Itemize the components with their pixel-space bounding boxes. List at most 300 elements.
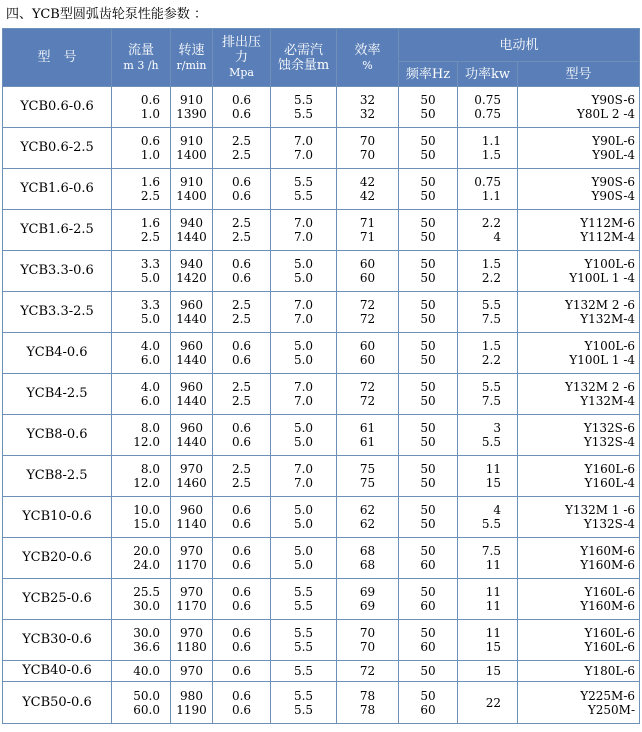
motor-model-cell-value: Y132M-4: [580, 312, 636, 326]
pressure-cell-value: 0.6: [231, 503, 252, 517]
speed-cell: [171, 538, 213, 579]
power-cell-value: 11: [485, 626, 501, 640]
efficiency-cell-value: 72: [359, 312, 376, 326]
flow-cell-value: 4.0: [140, 380, 160, 394]
frequency-cell: [399, 374, 458, 415]
speed-cell-value: 1180: [176, 640, 207, 654]
npsh-cell-value: 5.0: [293, 503, 314, 517]
pressure-cell-value: 0.6: [231, 175, 252, 189]
npsh-cell-value: 7.0: [293, 462, 314, 476]
model-cell: YCB0.6-2.5: [3, 128, 112, 169]
pressure-cell: [213, 169, 271, 210]
motor-model-cell: [518, 87, 640, 128]
frequency-cell-value: 50: [420, 148, 436, 162]
efficiency-cell-value: 60: [359, 271, 376, 285]
pressure-cell: [213, 620, 271, 661]
efficiency-cell-value: 72: [359, 380, 376, 394]
npsh-cell-value: 5.5: [293, 664, 314, 678]
motor-model-cell-value: Y80L 2 -4: [576, 107, 636, 121]
motor-model-cell: [518, 251, 640, 292]
flow-cell-value: 2.5: [140, 189, 160, 203]
frequency-cell: [399, 87, 458, 128]
pressure-cell: [213, 128, 271, 169]
pressure-cell-value: 0.6: [231, 189, 252, 203]
speed-cell-value: 960: [180, 421, 203, 435]
power-cell-value: 7.5: [481, 312, 501, 326]
flow-cell-value: 5.0: [140, 271, 160, 285]
model-cell: YCB3.3-2.5: [3, 292, 112, 333]
frequency-cell-value: 50: [420, 517, 436, 531]
model-cell: YCB8-2.5: [3, 456, 112, 497]
power-cell: [458, 333, 518, 374]
motor-model-cell-value: Y160M-6: [580, 558, 636, 572]
header-efficiency-label: 效率: [354, 42, 381, 58]
frequency-cell-value: 50: [420, 175, 436, 189]
frequency-cell-value: 50: [420, 312, 436, 326]
efficiency-cell: [337, 415, 399, 456]
efficiency-cell: [337, 128, 399, 169]
model-cell: YCB3.3-0.6: [3, 251, 112, 292]
flow-cell-value: 3.3: [140, 298, 160, 312]
header-speed: [171, 29, 213, 87]
frequency-cell-value: 50: [420, 503, 436, 517]
speed-cell-value: 1440: [176, 353, 207, 367]
flow-cell-value: 4.0: [140, 339, 160, 353]
power-cell-value: 2.2: [481, 271, 501, 285]
speed-cell-value: 960: [180, 339, 203, 353]
frequency-cell-value: 50: [420, 476, 436, 490]
npsh-cell: [271, 456, 337, 497]
efficiency-cell: [337, 374, 399, 415]
speed-cell-value: 1140: [176, 517, 207, 531]
flow-cell: [112, 538, 171, 579]
speed-cell-value: 970: [180, 585, 203, 599]
motor-model-cell: [518, 661, 640, 682]
speed-cell-value: 910: [180, 93, 203, 107]
frequency-cell: [399, 251, 458, 292]
efficiency-cell: [337, 682, 399, 724]
header-pressure-label-a: 排出压: [221, 35, 261, 50]
power-cell: [458, 661, 518, 682]
power-cell-value: 0.75: [474, 175, 501, 189]
power-cell-value: 5.5: [481, 380, 501, 394]
flow-cell: [112, 210, 171, 251]
frequency-cell-value: 50: [420, 435, 436, 449]
power-cell: [458, 292, 518, 333]
motor-model-cell-value: Y132S-4: [583, 517, 636, 531]
npsh-cell-value: 7.0: [293, 216, 314, 230]
efficiency-cell: [337, 620, 399, 661]
power-cell-value: 11: [485, 462, 501, 476]
frequency-cell: [399, 579, 458, 620]
pressure-cell-value: 0.6: [231, 435, 252, 449]
header-speed-unit: r/min: [176, 58, 207, 72]
motor-model-cell-value: Y100L-6: [584, 257, 636, 271]
npsh-cell-value: 5.5: [293, 599, 314, 613]
frequency-cell-value: 50: [420, 688, 436, 703]
power-cell-value: 11: [485, 585, 501, 599]
npsh-cell: [271, 251, 337, 292]
speed-cell-value: 1400: [176, 148, 207, 162]
efficiency-cell: [337, 497, 399, 538]
speed-cell-value: 910: [180, 175, 203, 189]
flow-cell-value: 6.0: [140, 353, 160, 367]
speed-cell-value: 1170: [176, 599, 207, 613]
npsh-cell: [271, 579, 337, 620]
power-cell: [458, 620, 518, 661]
model-cell: YCB40-0.6: [3, 661, 112, 682]
pressure-cell-value: 0.6: [231, 626, 252, 640]
pressure-cell-value: 0.6: [231, 585, 252, 599]
motor-model-cell-value: Y132S-4: [583, 435, 636, 449]
frequency-cell: [399, 415, 458, 456]
efficiency-cell-value: 72: [359, 394, 376, 408]
efficiency-cell: [337, 456, 399, 497]
pressure-cell-value: 0.6: [231, 558, 252, 572]
frequency-cell-value: 50: [420, 271, 436, 285]
frequency-cell: [399, 661, 458, 682]
flow-cell: [112, 169, 171, 210]
motor-model-cell: [518, 292, 640, 333]
power-cell: [458, 169, 518, 210]
table-row: [3, 87, 640, 128]
motor-model-cell-value: Y112M-6: [580, 216, 636, 230]
npsh-cell-value: 5.0: [293, 517, 314, 531]
pressure-cell: [213, 456, 271, 497]
speed-cell: [171, 333, 213, 374]
npsh-cell-value: 7.0: [293, 148, 314, 162]
npsh-cell: [271, 620, 337, 661]
npsh-cell-value: 5.5: [293, 189, 314, 203]
efficiency-cell: [337, 333, 399, 374]
npsh-cell: [271, 87, 337, 128]
motor-model-cell-value: Y160L-4: [584, 476, 636, 490]
npsh-cell-value: 7.0: [293, 394, 314, 408]
npsh-cell: [271, 538, 337, 579]
speed-cell-value: 970: [180, 626, 203, 640]
efficiency-cell-value: 68: [359, 558, 376, 572]
header-motor: 电动机: [399, 29, 640, 62]
pressure-cell-value: 2.5: [231, 134, 252, 148]
power-cell: [458, 579, 518, 620]
npsh-cell: [271, 415, 337, 456]
table-row: [3, 682, 640, 724]
pressure-cell-value: 2.5: [231, 380, 252, 394]
frequency-cell: [399, 210, 458, 251]
pressure-cell-value: 2.5: [231, 148, 252, 162]
npsh-cell: [271, 333, 337, 374]
speed-cell-value: 960: [180, 380, 203, 394]
speed-cell-value: 1440: [176, 394, 207, 408]
flow-cell-value: 12.0: [133, 476, 160, 490]
npsh-cell: [271, 661, 337, 682]
npsh-cell-value: 5.5: [293, 688, 314, 703]
pressure-cell-value: 2.5: [231, 394, 252, 408]
flow-cell-value: 3.3: [140, 257, 160, 271]
frequency-cell-value: 50: [420, 585, 436, 599]
power-cell-value: 11: [485, 558, 501, 572]
flow-cell-value: 6.0: [140, 394, 160, 408]
npsh-cell-value: 5.0: [293, 558, 314, 572]
motor-model-cell-value: Y180L-6: [584, 664, 636, 678]
power-cell-value: 5.5: [481, 517, 501, 531]
motor-model-cell: [518, 333, 640, 374]
model-cell: YCB1.6-2.5: [3, 210, 112, 251]
frequency-cell-value: 50: [420, 462, 436, 476]
npsh-cell: [271, 210, 337, 251]
frequency-cell-value: 60: [420, 640, 436, 654]
power-cell-value: 4: [493, 503, 501, 517]
motor-model-cell-value: Y160M-6: [580, 599, 636, 613]
motor-model-cell-value: Y160L-6: [584, 585, 636, 599]
motor-model-cell-value: Y160L-6: [584, 462, 636, 476]
header-motor-model: 型号: [518, 62, 640, 87]
power-cell-value: 1.1: [481, 134, 501, 148]
npsh-cell-value: 5.5: [293, 585, 314, 599]
table-row: [3, 169, 640, 210]
speed-cell-value: 910: [180, 134, 203, 148]
frequency-cell-value: 50: [420, 189, 436, 203]
motor-model-cell-value: Y90S-6: [591, 93, 636, 107]
power-cell-value: 7.5: [481, 394, 501, 408]
power-cell-value: 2.2: [481, 216, 501, 230]
flow-cell-value: 1.6: [140, 216, 160, 230]
power-cell-value: 5.5: [481, 298, 501, 312]
efficiency-cell-value: 72: [359, 664, 376, 678]
flow-cell-value: 2.5: [140, 230, 160, 244]
flow-cell: [112, 333, 171, 374]
pressure-cell-value: 0.6: [231, 257, 252, 271]
npsh-cell-value: 5.5: [293, 640, 314, 654]
flow-cell: [112, 579, 171, 620]
efficiency-cell-value: 42: [359, 175, 376, 189]
speed-cell: [171, 497, 213, 538]
frequency-cell: [399, 292, 458, 333]
pressure-cell-value: 2.5: [231, 312, 252, 326]
motor-model-cell: [518, 374, 640, 415]
npsh-cell-value: 7.0: [293, 230, 314, 244]
flow-cell-value: 25.5: [133, 585, 160, 599]
motor-model-cell-value: Y132M-4: [580, 394, 636, 408]
pressure-cell-value: 2.5: [231, 298, 252, 312]
speed-cell: [171, 682, 213, 724]
power-cell: [458, 374, 518, 415]
efficiency-cell: [337, 210, 399, 251]
model-cell: YCB1.6-0.6: [3, 169, 112, 210]
motor-model-cell: [518, 128, 640, 169]
table-row: [3, 456, 640, 497]
pressure-cell-value: 2.5: [231, 476, 252, 490]
header-npsh-label-a: 必需汽: [283, 42, 323, 58]
npsh-cell-value: 7.0: [293, 312, 314, 326]
efficiency-cell-value: 71: [359, 230, 376, 244]
efficiency-cell-value: 70: [359, 134, 376, 148]
efficiency-cell-value: 69: [359, 585, 376, 599]
pressure-cell: [213, 579, 271, 620]
speed-cell-value: 1190: [176, 702, 207, 717]
power-cell-value: 15: [485, 664, 501, 678]
speed-cell-value: 940: [180, 257, 203, 271]
motor-model-cell: [518, 169, 640, 210]
motor-model-cell-value: Y132M 2 -6: [564, 298, 636, 312]
flow-cell-value: 0.6: [140, 134, 160, 148]
npsh-cell-value: 5.0: [293, 435, 314, 449]
frequency-cell-value: 50: [420, 421, 436, 435]
npsh-cell-value: 5.0: [293, 257, 314, 271]
flow-cell-value: 36.6: [133, 640, 160, 654]
motor-model-cell: [518, 620, 640, 661]
efficiency-cell-value: 70: [359, 626, 376, 640]
pressure-cell-value: 2.5: [231, 216, 252, 230]
motor-model-cell: [518, 682, 640, 724]
pressure-cell-value: 0.6: [231, 640, 252, 654]
speed-cell: [171, 292, 213, 333]
efficiency-cell-value: 72: [359, 298, 376, 312]
pressure-cell: [213, 415, 271, 456]
flow-cell-value: 12.0: [133, 435, 160, 449]
speed-cell: [171, 128, 213, 169]
power-cell: [458, 128, 518, 169]
efficiency-cell-value: 61: [359, 435, 376, 449]
frequency-cell-value: 50: [420, 544, 436, 558]
npsh-cell-value: 5.5: [293, 175, 314, 189]
motor-model-cell-value: Y250M-: [587, 702, 636, 717]
motor-model-cell: [518, 456, 640, 497]
efficiency-cell: [337, 661, 399, 682]
frequency-cell-value: 50: [420, 380, 436, 394]
power-cell: [458, 210, 518, 251]
power-cell-value: 15: [485, 476, 501, 490]
frequency-cell-value: 50: [420, 216, 436, 230]
motor-model-cell: [518, 579, 640, 620]
speed-cell-value: 1170: [176, 558, 207, 572]
frequency-cell: [399, 128, 458, 169]
frequency-cell-value: 50: [420, 257, 436, 271]
npsh-cell: [271, 292, 337, 333]
npsh-cell-value: 7.0: [293, 298, 314, 312]
table-row: [3, 661, 640, 682]
motor-model-cell-value: Y90L-4: [592, 148, 636, 162]
power-cell-value: 11: [485, 599, 501, 613]
motor-model-cell-value: Y225M-6: [580, 688, 636, 703]
header-flow-label: 流量: [127, 42, 154, 58]
model-cell: YCB4-0.6: [3, 333, 112, 374]
frequency-cell: [399, 169, 458, 210]
motor-model-cell-value: Y132M 1 -6: [564, 503, 636, 517]
header-flow: [112, 29, 171, 87]
motor-model-cell-value: Y90S-6: [591, 175, 636, 189]
power-cell: [458, 87, 518, 128]
model-cell: YCB25-0.6: [3, 579, 112, 620]
flow-cell: [112, 682, 171, 724]
speed-cell-value: 1440: [176, 230, 207, 244]
npsh-cell-value: 5.5: [293, 107, 314, 121]
npsh-cell-value: 7.0: [293, 134, 314, 148]
pressure-cell-value: 0.6: [231, 339, 252, 353]
frequency-cell-value: 60: [420, 599, 436, 613]
pressure-cell-value: 0.6: [231, 353, 252, 367]
efficiency-cell-value: 68: [359, 544, 376, 558]
flow-cell-value: 30.0: [133, 626, 160, 640]
power-cell-value: 3: [493, 421, 501, 435]
header-frequency: 频率Hz: [399, 62, 458, 87]
table-row: [3, 251, 640, 292]
frequency-cell: [399, 497, 458, 538]
efficiency-cell-value: 71: [359, 216, 376, 230]
flow-cell: [112, 128, 171, 169]
efficiency-cell-value: 60: [359, 257, 376, 271]
flow-cell-value: 1.6: [140, 175, 160, 189]
efficiency-cell-value: 78: [359, 702, 376, 717]
motor-model-cell-value: Y160L-6: [584, 626, 636, 640]
pressure-cell-value: 0.6: [231, 517, 252, 531]
frequency-cell-value: 50: [420, 298, 436, 312]
motor-model-cell-value: Y90L-6: [592, 134, 636, 148]
pressure-cell: [213, 661, 271, 682]
speed-cell-value: 960: [180, 298, 203, 312]
flow-cell-value: 8.0: [140, 462, 160, 476]
efficiency-cell-value: 75: [359, 462, 376, 476]
speed-cell-value: 980: [180, 688, 203, 703]
pressure-cell-value: 0.6: [231, 544, 252, 558]
power-cell-value: 4: [493, 230, 501, 244]
speed-cell-value: 1440: [176, 435, 207, 449]
motor-model-cell: [518, 497, 640, 538]
npsh-cell-value: 7.0: [293, 380, 314, 394]
power-cell-value: 22: [485, 695, 501, 710]
efficiency-cell: [337, 169, 399, 210]
efficiency-cell-value: 62: [359, 503, 376, 517]
model-cell: YCB20-0.6: [3, 538, 112, 579]
power-cell: [458, 497, 518, 538]
flow-cell-value: 60.0: [133, 702, 160, 717]
efficiency-cell: [337, 251, 399, 292]
header-model: 型 号: [3, 29, 112, 87]
flow-cell: [112, 292, 171, 333]
pressure-cell-value: 0.6: [231, 664, 252, 678]
frequency-cell-value: 50: [420, 339, 436, 353]
frequency-cell-value: 50: [420, 353, 436, 367]
power-cell-value: 1.5: [481, 148, 501, 162]
flow-cell-value: 20.0: [133, 544, 160, 558]
npsh-cell-value: 5.0: [293, 271, 314, 285]
pressure-cell-value: 0.6: [231, 702, 252, 717]
efficiency-cell-value: 32: [359, 107, 376, 121]
efficiency-cell-value: 75: [359, 476, 376, 490]
table-row: [3, 415, 640, 456]
pressure-cell-value: 2.5: [231, 230, 252, 244]
frequency-cell-value: 60: [420, 558, 436, 572]
pressure-cell-value: 0.6: [231, 93, 252, 107]
power-cell: [458, 538, 518, 579]
model-cell: YCB50-0.6: [3, 682, 112, 724]
pressure-cell: [213, 210, 271, 251]
efficiency-cell: [337, 87, 399, 128]
power-cell-value: 7.5: [481, 544, 501, 558]
frequency-cell-value: 50: [420, 93, 436, 107]
power-cell-value: 0.75: [474, 93, 501, 107]
speed-cell-value: 960: [180, 503, 203, 517]
pressure-cell: [213, 292, 271, 333]
speed-cell: [171, 210, 213, 251]
motor-model-cell-value: Y160M-6: [580, 544, 636, 558]
flow-cell-value: 24.0: [133, 558, 160, 572]
flow-cell-value: 1.0: [140, 107, 160, 121]
npsh-cell: [271, 169, 337, 210]
motor-model-cell: [518, 210, 640, 251]
frequency-cell-value: 50: [420, 664, 436, 678]
model-cell: YCB8-0.6: [3, 415, 112, 456]
